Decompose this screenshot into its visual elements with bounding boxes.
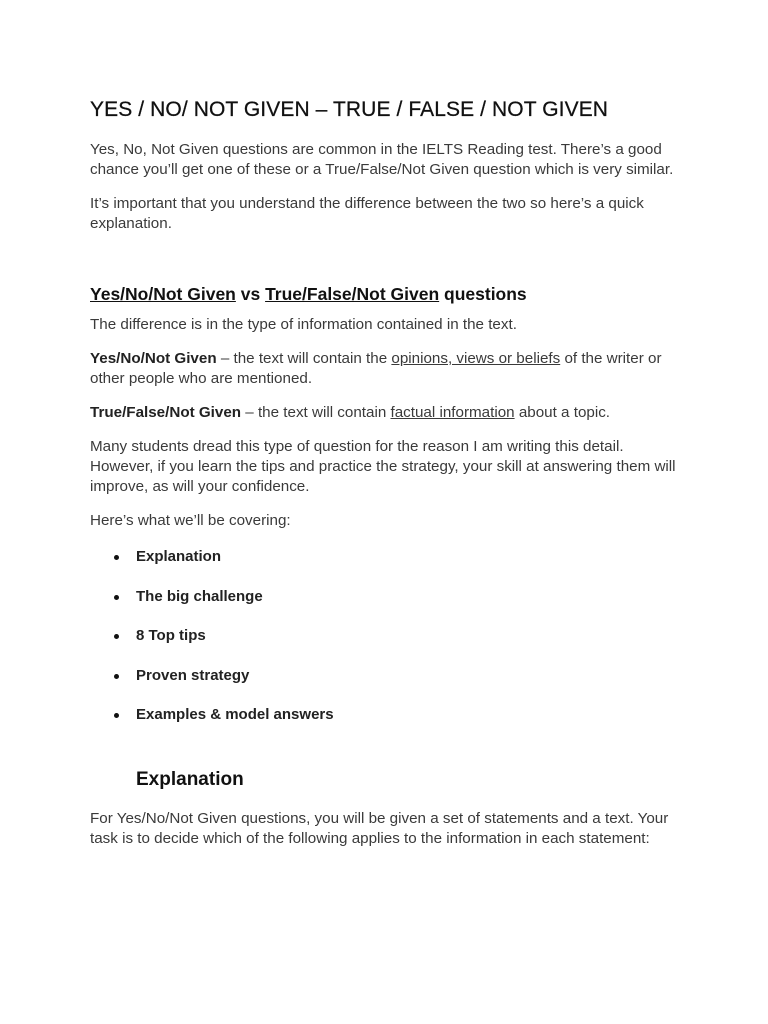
difference-paragraph: The difference is in the type of information contained in the text. (90, 316, 517, 333)
factual-information-link[interactable]: factual information (390, 404, 515, 421)
heading-true-false-link[interactable]: True/False/Not Given (265, 284, 440, 304)
intro-paragraph-2: It’s important that you understand the difference between the two so here’s a quick explanation. (90, 195, 644, 232)
true-false-pre: – the text will contain (241, 404, 391, 421)
list-item (90, 587, 690, 607)
section-heading (90, 284, 690, 305)
document-page (90, 98, 690, 863)
heading-tail: questions (439, 284, 527, 304)
bullet-icon (114, 595, 119, 600)
list-item (90, 705, 690, 725)
yes-no-definition (90, 349, 690, 389)
bullet-icon (114, 634, 119, 639)
dread-paragraph: Many students dread this type of question for the reason I am writing this detail. However, if you learn the tips and practice the strategy, your skill at answering them will improve, as will your confidence. (90, 438, 676, 495)
list-item-label: Examples & model answers (136, 706, 334, 723)
list-item-label: 8 Top tips (136, 627, 206, 644)
list-item (90, 547, 690, 567)
page-title: YES / NO/ NOT GIVEN – TRUE / FALSE / NOT GIVEN (90, 98, 609, 121)
list-item-label: The big challenge (136, 587, 263, 605)
bullet-icon (114, 674, 119, 679)
covering-list (90, 547, 690, 725)
list-item-label: Explanation (136, 548, 222, 565)
intro-paragraph-1: Yes, No, Not Given questions are common in the IELTS Reading test. There’s a good chance you’ll get one of these or a True/False/Not Given question which is very similar. (90, 141, 674, 178)
heading-vs: vs (235, 284, 266, 304)
heading-yes-no-link[interactable]: Yes/No/Not Given (90, 284, 236, 304)
true-false-post: about a topic. (514, 404, 611, 421)
yes-no-post: of the writer or other people who are mentioned. (90, 350, 662, 387)
true-false-definition (90, 403, 690, 423)
list-item-label: Proven strategy (136, 666, 250, 684)
explanation-heading: Explanation (136, 769, 244, 790)
true-false-label: True/False/Not Given (90, 404, 242, 421)
list-item (90, 626, 690, 646)
bullet-icon (114, 713, 119, 718)
explanation-paragraph: For Yes/No/Not Given questions, you will be given a set of statements and a text. Your task is to decide which of the following applies to the information in each statement: (90, 810, 669, 847)
bullet-icon (114, 555, 119, 560)
covering-paragraph: Here’s what we’ll be covering: (90, 512, 291, 529)
opinions-link[interactable]: opinions, views or beliefs (391, 350, 561, 367)
list-item (90, 666, 690, 686)
yes-no-label: Yes/No/Not Given (90, 350, 217, 367)
yes-no-pre: – the text will contain the (216, 350, 392, 367)
